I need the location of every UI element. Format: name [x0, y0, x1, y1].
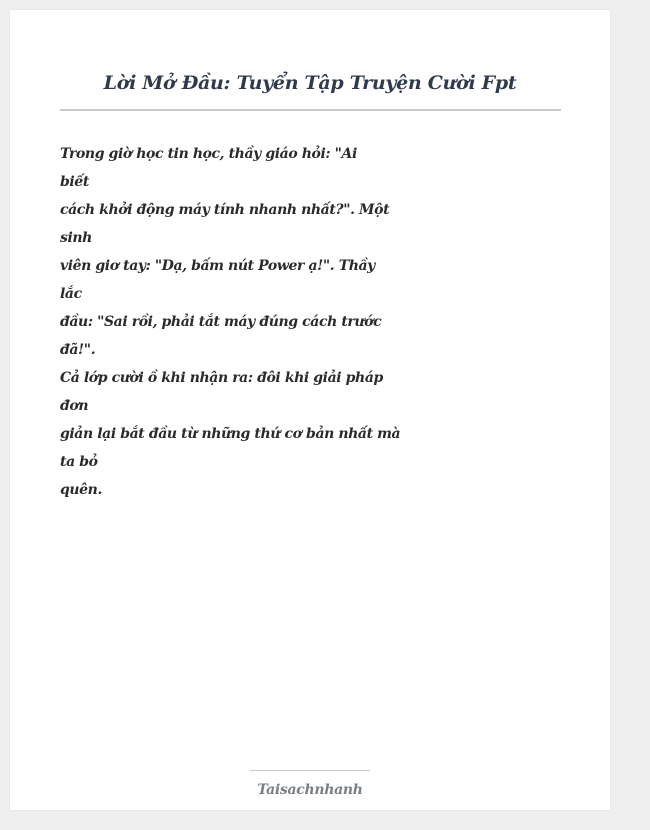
- story-line: đơn: [60, 398, 89, 414]
- story-line: cách khởi động máy tính nhanh nhất?". Một: [60, 202, 390, 218]
- story-line: Cả lớp cười ồ khi nhận ra: đôi khi giải pháp: [60, 370, 383, 386]
- story-line: ta bỏ: [60, 454, 98, 470]
- story-line: giản lại bắt đầu từ những thứ cơ bản nhất mà: [60, 426, 401, 442]
- story-line: đầu: "Sai rồi, phải tắt máy đúng cách trước: [60, 314, 382, 330]
- footer-divider: [250, 770, 370, 771]
- story-line: biết: [60, 174, 89, 190]
- document-page: [10, 10, 610, 810]
- story-line: đã!".: [60, 342, 96, 358]
- footer-source: Taisachnhanh: [257, 782, 363, 798]
- story-text: [60, 140, 401, 504]
- story-line: Trong giờ học tin học, thầy giáo hỏi: "Ai: [60, 146, 357, 162]
- title-divider: [60, 109, 561, 111]
- story-line: sinh: [60, 230, 92, 246]
- story-line: quên.: [60, 482, 102, 498]
- page-title: Lời Mở Đầu: Tuyển Tập Truyện Cười Fpt: [103, 72, 517, 94]
- story-line: lắc: [60, 286, 82, 302]
- story-line: viên giơ tay: "Dạ, bấm nút Power ạ!". Thầy: [60, 258, 375, 274]
